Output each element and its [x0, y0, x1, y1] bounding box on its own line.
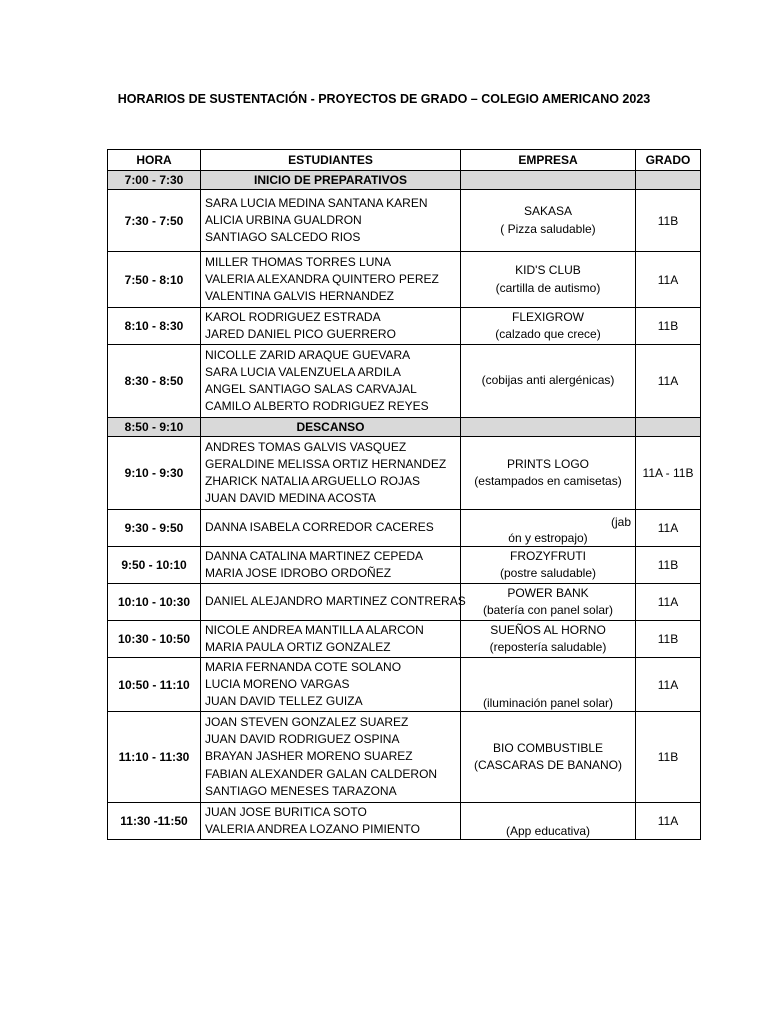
time-cell: 7:00 - 7:30	[108, 171, 201, 190]
table-row	[108, 510, 701, 547]
header-hora: HORA	[108, 150, 201, 171]
time-cell: 7:50 - 8:10	[108, 252, 201, 308]
empresa-line: (App educativa)	[505, 824, 591, 838]
grado-cell: 11B	[636, 621, 701, 658]
students-cell	[201, 803, 461, 840]
empresa-cell	[461, 584, 636, 621]
student-name: ALICIA URBINA GUALDRON	[205, 212, 362, 227]
time-cell: 11:10 - 11:30	[108, 712, 201, 803]
time-cell: 7:30 - 7:50	[108, 190, 201, 252]
student-name: ANDRES TOMAS GALVIS VASQUEZ	[205, 439, 407, 454]
student-name: LUCIA MORENO VARGAS	[205, 676, 350, 691]
student-name: JARED DANIEL PICO GUERRERO	[205, 327, 396, 341]
students-cell	[201, 308, 461, 345]
empresa-cell	[461, 437, 636, 510]
student-name: MARIA PAULA ORTIZ GONZALEZ	[205, 640, 391, 654]
grado-cell: 11B	[636, 547, 701, 584]
time-cell: 9:30 - 9:50	[108, 510, 201, 547]
empresa-line: (batería con panel solar)	[482, 603, 614, 617]
table-row	[108, 190, 701, 252]
empresa-line: FLEXIGROW	[511, 309, 584, 324]
student-name: FABIAN ALEXANDER GALAN CALDERON	[205, 766, 438, 781]
student-name: MARIA FERNANDA COTE SOLANO	[205, 659, 402, 674]
student-name: SARA LUCIA VALENZUELA ARDILA	[205, 364, 401, 379]
empresa-line: POWER BANK	[507, 585, 589, 600]
table-row	[108, 584, 701, 621]
empresa-line: ( Pizza saludable)	[500, 221, 596, 236]
time-cell: 8:30 - 8:50	[108, 345, 201, 418]
table-row	[108, 803, 701, 840]
grado-cell: 11B	[636, 190, 701, 252]
empresa-cell	[461, 712, 636, 803]
grado-cell: 11A	[636, 658, 701, 712]
time-cell: 8:10 - 8:30	[108, 308, 201, 345]
empresa-line: (CASCARAS DE BANANO)	[473, 758, 623, 772]
empresa-line: (estampados en camisetas)	[474, 474, 622, 488]
student-name: MARIA JOSE IDROBO ORDOÑEZ	[205, 566, 392, 580]
grado-cell: 11A	[636, 584, 701, 621]
student-name: SARA LUCIA MEDINA SANTANA KAREN	[205, 195, 428, 210]
student-name: VALERIA ALEXANDRA QUINTERO PEREZ	[205, 271, 439, 286]
student-name: SANTIAGO MENESES TARAZONA	[205, 783, 397, 798]
students-cell	[201, 712, 461, 803]
grado-cell: 11A	[636, 803, 701, 840]
table-row	[108, 308, 701, 345]
table-row	[108, 437, 701, 510]
empresa-cell	[461, 510, 636, 547]
empresa-line: BIO COMBUSTIBLE	[492, 740, 604, 755]
empresa-line: FROZYFRUTI	[510, 548, 586, 563]
page-title: HORARIOS DE SUSTENTACIÓN - PROYECTOS DE GRADO – COLEGIO AMERICANO 2023	[117, 92, 651, 106]
empresa-line: (jab	[610, 515, 631, 529]
student-name: JUAN DAVID RODRIGUEZ OSPINA	[205, 732, 400, 747]
students-cell	[201, 658, 461, 712]
header-row	[108, 150, 701, 171]
table-row	[108, 345, 701, 418]
students-cell	[201, 437, 461, 510]
empresa-cell	[461, 252, 636, 308]
empresa-cell	[461, 308, 636, 345]
row-label: INICIO DE PREPARATIVOS	[201, 171, 461, 190]
time-cell: 8:50 - 9:10	[108, 418, 201, 437]
student-name: DANNA ISABELA CORREDOR CACERES	[205, 520, 434, 535]
students-cell	[201, 252, 461, 308]
empresa-cell	[461, 658, 636, 712]
student-name: JUAN DAVID MEDINA ACOSTA	[205, 491, 376, 506]
empresa-cell	[461, 190, 636, 252]
empresa-line: (iluminación panel solar)	[482, 696, 614, 710]
student-name: DANIEL ALEJANDRO MARTINEZ CONTRERAS	[205, 594, 466, 609]
students-cell	[201, 584, 466, 621]
grado-cell: 11B	[636, 308, 701, 345]
empresa-cell	[461, 621, 636, 658]
empty-cell	[636, 418, 701, 437]
time-cell: 10:50 - 11:10	[108, 658, 201, 712]
empresa-line: PRINTS LOGO	[506, 456, 589, 471]
grado-cell: 11A	[636, 345, 701, 418]
table-row	[108, 171, 701, 190]
students-cell	[201, 510, 461, 547]
grado-cell: 11A - 11B	[636, 437, 701, 510]
schedule-table	[107, 149, 701, 840]
students-cell	[201, 621, 461, 658]
empresa-line: (cobijas anti alergénicas)	[481, 373, 615, 388]
empresa-line: ón y estropajo)	[508, 531, 588, 545]
student-name: ZHARICK NATALIA ARGUELLO ROJAS	[205, 474, 420, 488]
students-cell	[201, 190, 461, 252]
student-name: SANTIAGO SALCEDO RIOS	[205, 230, 361, 245]
student-name: KAROL RODRIGUEZ ESTRADA	[205, 309, 381, 324]
empty-cell	[461, 418, 636, 437]
students-cell	[201, 345, 461, 418]
student-name: JOAN STEVEN GONZALEZ SUAREZ	[205, 714, 409, 729]
table-row	[108, 547, 701, 584]
student-name: DANNA CATALINA MARTINEZ CEPEDA	[205, 548, 424, 563]
time-cell: 11:30 -11:50	[108, 803, 201, 840]
table-row	[108, 658, 701, 712]
students-cell	[201, 547, 461, 584]
empresa-cell	[461, 803, 636, 840]
empresa-line: (calzado que crece)	[495, 327, 601, 341]
empresa-line: (postre saludable)	[499, 566, 597, 580]
student-name: MILLER THOMAS TORRES LUNA	[205, 254, 392, 269]
student-name: JUAN JOSE BURITICA SOTO	[205, 804, 367, 819]
student-name: JUAN DAVID TELLEZ GUIZA	[205, 694, 363, 709]
header-estudiantes: ESTUDIANTES	[201, 150, 461, 171]
student-name: VALERIA ANDREA LOZANO PIMIENTO	[205, 822, 420, 836]
empresa-line: SAKASA	[523, 204, 573, 218]
table-row	[108, 621, 701, 658]
time-cell: 10:30 - 10:50	[108, 621, 201, 658]
student-name: ANGEL SANTIAGO SALAS CARVAJAL	[205, 382, 417, 396]
table-row	[108, 252, 701, 308]
grado-cell: 11A	[636, 252, 701, 308]
empty-cell	[461, 171, 636, 190]
header-grado: GRADO	[636, 150, 701, 171]
empresa-line: (cartilla de autismo)	[495, 280, 601, 295]
student-name: CAMILO ALBERTO RODRIGUEZ REYES	[205, 399, 429, 414]
empresa-cell	[461, 345, 636, 418]
student-name: NICOLE ANDREA MANTILLA ALARCON	[205, 622, 424, 637]
grado-cell: 11B	[636, 712, 701, 803]
student-name: VALENTINA GALVIS HERNANDEZ	[205, 289, 394, 304]
schedule-body	[108, 171, 701, 840]
empresa-line: SUEÑOS AL HORNO	[490, 622, 606, 637]
row-label: DESCANSO	[201, 418, 461, 437]
time-cell: 9:10 - 9:30	[108, 437, 201, 510]
table-row	[108, 418, 701, 437]
student-name: BRAYAN JASHER MORENO SUAREZ	[205, 749, 413, 764]
header-empresa: EMPRESA	[461, 150, 636, 171]
student-name: GERALDINE MELISSA ORTIZ HERNANDEZ	[205, 456, 447, 471]
time-cell: 10:10 - 10:30	[108, 584, 201, 621]
empresa-line: KID'S CLUB	[515, 263, 581, 277]
student-name: NICOLLE ZARID ARAQUE GUEVARA	[205, 347, 411, 362]
empresa-line: (repostería saludable)	[489, 640, 607, 654]
empresa-cell	[461, 547, 636, 584]
empty-cell	[636, 171, 701, 190]
grado-cell: 11A	[636, 510, 701, 547]
time-cell: 9:50 - 10:10	[108, 547, 201, 584]
table-row	[108, 712, 701, 803]
